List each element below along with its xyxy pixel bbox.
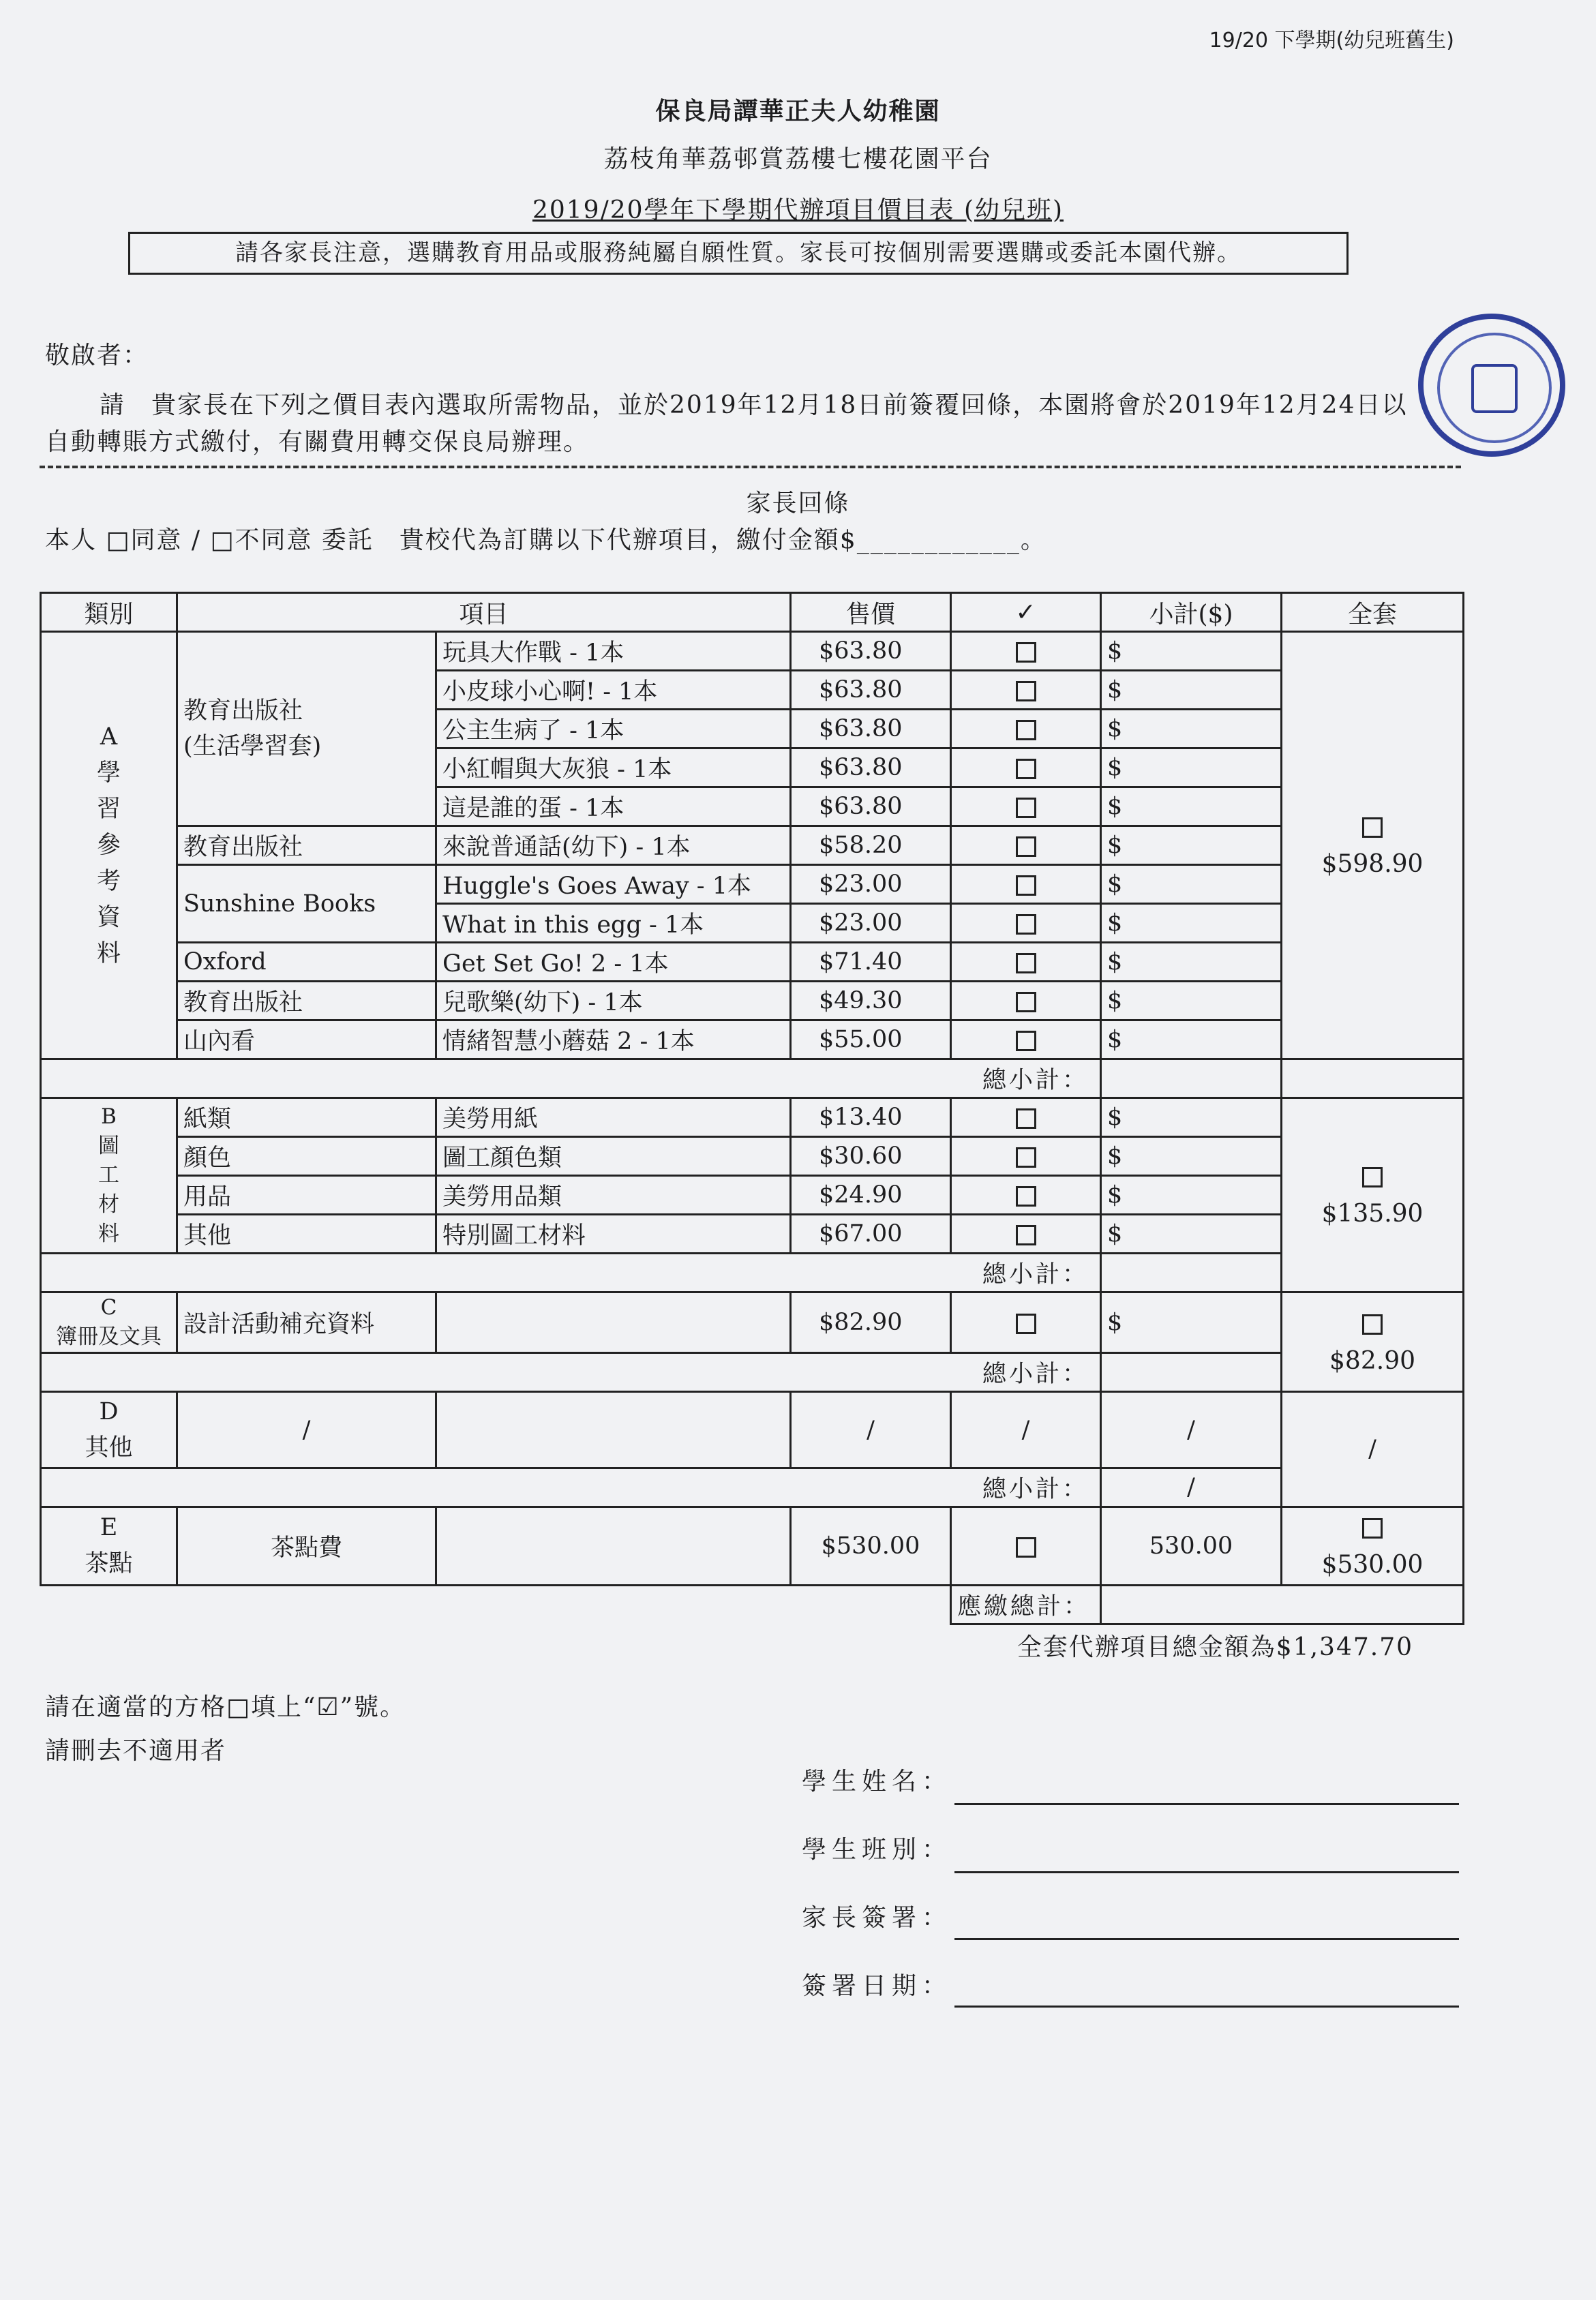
item-name: 玩具大作戰 - 1本: [436, 632, 791, 671]
full-set-a: [1282, 632, 1464, 1059]
full-set-checkbox-a[interactable]: [1362, 817, 1383, 838]
subtotal-label: 總小計：: [41, 1254, 1101, 1292]
table-row: [41, 1137, 1464, 1176]
item-name: What in this egg - 1本: [436, 904, 791, 943]
item-price: $71.40: [791, 943, 951, 982]
full-set-checkbox-b[interactable]: [1362, 1167, 1383, 1187]
full-set-c: [1282, 1292, 1464, 1392]
table-row: [41, 1215, 1464, 1254]
publisher: Oxford: [177, 943, 436, 982]
subtotal-row-b: [41, 1254, 1464, 1292]
checkbox-icon[interactable]: [1016, 798, 1036, 818]
item-checkbox[interactable]: [951, 1176, 1101, 1215]
blank-grand-total-space: [41, 1586, 951, 1624]
slash-cell: /: [951, 1392, 1101, 1468]
item-price: $63.80: [791, 787, 951, 826]
subtotal-row-c: [41, 1353, 1464, 1392]
stamp-emblem-icon: [1471, 364, 1518, 413]
letter-line-2: 自動轉賬方式繳付，有關費用轉交保良局辦理。: [45, 428, 590, 456]
item-checkbox[interactable]: [951, 1292, 1101, 1353]
full-set-c-price: $82.90: [1329, 1346, 1415, 1375]
price-table: [40, 592, 1464, 1625]
header-check: ✓: [951, 593, 1101, 632]
table-row: [41, 1292, 1464, 1353]
subtotal-label: 總小計：: [41, 1468, 1101, 1507]
checkbox-icon[interactable]: [1016, 914, 1036, 935]
item-name: 特別圖工材料: [436, 1215, 791, 1254]
table-row: [41, 632, 1464, 671]
item-name: 設計活動補充資料: [177, 1292, 436, 1353]
item-name: 小紅帽與大灰狼 - 1本: [436, 748, 791, 787]
item-subtotal[interactable]: $: [1101, 1215, 1282, 1254]
blank-full-set: [1282, 1059, 1464, 1098]
blank-item-cell: [436, 1392, 791, 1468]
publisher: 教育出版社: [177, 826, 436, 865]
table-row: [41, 826, 1464, 865]
full-set-b: [1282, 1098, 1464, 1292]
item-name: 情緒智慧小蘑菇 2 - 1本: [436, 1020, 791, 1059]
checkbox-icon[interactable]: [1016, 836, 1036, 857]
signature-date-label: 簽署日期：: [802, 1972, 952, 2000]
reply-title: 家長回條: [746, 489, 850, 517]
student-name-label: 學生姓名：: [802, 1768, 952, 1796]
salutation: 敬啟者：: [45, 342, 149, 369]
table-row: [41, 1392, 1464, 1468]
grand-total-value[interactable]: [1101, 1586, 1464, 1624]
item-subtotal[interactable]: $: [1101, 710, 1282, 748]
item-subtotal[interactable]: $: [1101, 1292, 1282, 1353]
table-row: [41, 1020, 1464, 1059]
item-checkbox[interactable]: [951, 865, 1101, 904]
parent-signature-field[interactable]: [954, 1938, 1459, 1940]
publisher: 山內看: [177, 1020, 436, 1059]
material-type: 其他: [177, 1215, 436, 1254]
checkbox-icon[interactable]: [1016, 1225, 1036, 1245]
item-checkbox[interactable]: [951, 1137, 1101, 1176]
item-checkbox[interactable]: [951, 710, 1101, 748]
item-subtotal[interactable]: $: [1101, 826, 1282, 865]
item-price: $63.80: [791, 632, 951, 671]
item-subtotal[interactable]: $: [1101, 982, 1282, 1020]
item-name: 小皮球小心啊! - 1本: [436, 671, 791, 710]
category-d-label: D 其他: [41, 1392, 177, 1468]
checkbox-icon[interactable]: [1016, 720, 1036, 740]
table-row: [41, 1507, 1464, 1586]
subtotal-value-a[interactable]: [1101, 1059, 1282, 1098]
item-name: 公主生病了 - 1本: [436, 710, 791, 748]
material-type: 顏色: [177, 1137, 436, 1176]
item-name: 美勞用紙: [436, 1098, 791, 1137]
top-note: 19/20 下學期(幼兒班舊生): [1209, 29, 1454, 52]
slash-cell: /: [791, 1392, 951, 1468]
item-price: $58.20: [791, 826, 951, 865]
item-subtotal[interactable]: $: [1101, 748, 1282, 787]
category-a-label: A 學 習 參 考 資 料: [41, 632, 177, 1059]
checkbox-icon[interactable]: [1016, 681, 1036, 701]
item-subtotal[interactable]: $: [1101, 865, 1282, 904]
item-name: Huggle's Goes Away - 1本: [436, 865, 791, 904]
total-summary: 全套代辦項目總金額為$1,347.70: [1017, 1633, 1413, 1661]
checkbox-icon[interactable]: [1016, 1314, 1036, 1334]
item-price: $55.00: [791, 1020, 951, 1059]
checkbox-icon[interactable]: [1016, 1031, 1036, 1051]
slash-cell: /: [1101, 1468, 1282, 1507]
category-b-label: B 圖 工 材 料: [41, 1098, 177, 1254]
subtotal-label: 總小計：: [41, 1353, 1101, 1392]
item-price: $13.40: [791, 1098, 951, 1137]
item-checkbox[interactable]: [951, 632, 1101, 671]
publisher: Sunshine Books: [177, 865, 436, 943]
reply-statement: 本人 □同意 / □不同意 委託 貴校代為訂購以下代辦項目，繳付金額$____________。: [45, 526, 1047, 554]
publisher-a-1: 教育出版社 (生活學習套): [177, 632, 436, 826]
item-price: $63.80: [791, 748, 951, 787]
checkbox-icon[interactable]: [1016, 1186, 1036, 1207]
subtotal-value-b[interactable]: [1101, 1254, 1282, 1292]
header-full-set: 全套: [1282, 593, 1464, 632]
student-class-label: 學生班別：: [802, 1836, 952, 1864]
full-set-e-price: $530.00: [1321, 1551, 1424, 1579]
slash-cell: /: [177, 1392, 436, 1468]
item-price: $82.90: [791, 1292, 951, 1353]
grand-total-label: 應繳總計：: [951, 1586, 1101, 1624]
item-checkbox[interactable]: [951, 943, 1101, 982]
item-price: $23.00: [791, 904, 951, 943]
school-address: 荔枝角華荔邨賞荔樓七樓花園平台: [603, 145, 993, 173]
subtotal-row-d: [41, 1468, 1464, 1507]
checkbox-icon[interactable]: [1016, 875, 1036, 896]
item-checkbox[interactable]: [951, 787, 1101, 826]
parent-signature-label: 家長簽署：: [802, 1904, 952, 1932]
category-c-label: C 簿冊及文具: [41, 1292, 177, 1353]
letter-line-1: 請 貴家長在下列之價目表內選取所需物品，並於2019年12月18日前簽覆回條，本園將會於2019年12月24日以: [100, 391, 1408, 419]
publisher: 教育出版社: [177, 982, 436, 1020]
material-type: 紙類: [177, 1098, 436, 1137]
grand-total-row: [41, 1586, 1464, 1624]
slash-cell: /: [1282, 1392, 1464, 1507]
table-row: [41, 982, 1464, 1020]
item-subtotal[interactable]: $: [1101, 1176, 1282, 1215]
item-price: $49.30: [791, 982, 951, 1020]
checkbox-icon[interactable]: [1016, 953, 1036, 973]
item-subtotal[interactable]: $: [1101, 904, 1282, 943]
instruction-check: 請在適當的方格□填上“☑”號。: [45, 1693, 406, 1721]
checkbox-icon[interactable]: [1016, 1147, 1036, 1168]
header-price: 售價: [791, 593, 951, 632]
item-price: $67.00: [791, 1215, 951, 1254]
blank-item-cell: [436, 1292, 791, 1353]
category-e-label: E 茶點: [41, 1507, 177, 1586]
item-checkbox[interactable]: [951, 1507, 1101, 1586]
item-name: 圖工顏色類: [436, 1137, 791, 1176]
full-set-a-price: $598.90: [1321, 850, 1424, 878]
item-name: 兒歌樂(幼下) - 1本: [436, 982, 791, 1020]
school-stamp: [1418, 314, 1565, 457]
item-checkbox[interactable]: [951, 1215, 1101, 1254]
item-price: $30.60: [791, 1137, 951, 1176]
item-checkbox[interactable]: [951, 904, 1101, 943]
blank-item-cell: [436, 1507, 791, 1586]
item-name: Get Set Go! 2 - 1本: [436, 943, 791, 982]
student-name-field[interactable]: [954, 1803, 1459, 1805]
item-subtotal[interactable]: 530.00: [1101, 1507, 1282, 1586]
item-subtotal[interactable]: $: [1101, 787, 1282, 826]
checkbox-icon[interactable]: [1016, 1537, 1036, 1558]
item-checkbox[interactable]: [951, 826, 1101, 865]
voluntary-notice: 請各家長注意，選購教育用品或服務純屬自願性質。家長可按個別需要選購或委託本園代辦。: [128, 232, 1349, 275]
full-set-checkbox-c[interactable]: [1362, 1314, 1383, 1335]
item-name: 來說普通話(幼下) - 1本: [436, 826, 791, 865]
item-checkbox[interactable]: [951, 671, 1101, 710]
item-subtotal[interactable]: $: [1101, 671, 1282, 710]
checkbox-icon[interactable]: [1016, 759, 1036, 779]
cut-line: [40, 466, 1461, 468]
instruction-delete: 請刪去不適用者: [45, 1737, 227, 1765]
subtotal-value-c[interactable]: [1101, 1353, 1282, 1392]
document-title: 2019/20學年下學期代辦項目價目表 (幼兒班): [532, 196, 1064, 224]
item-subtotal[interactable]: $: [1101, 632, 1282, 671]
header-subtotal: 小計($): [1101, 593, 1282, 632]
item-checkbox[interactable]: [951, 1098, 1101, 1137]
subtotal-row-a: [41, 1059, 1464, 1098]
item-checkbox[interactable]: [951, 982, 1101, 1020]
table-row: [41, 1176, 1464, 1215]
item-name: 美勞用品類: [436, 1176, 791, 1215]
header-category: 類別: [41, 593, 177, 632]
full-set-e: [1282, 1507, 1464, 1586]
full-set-b-price: $135.90: [1321, 1200, 1424, 1228]
school-name: 保良局譚華正夫人幼稚園: [655, 97, 941, 125]
item-subtotal[interactable]: $: [1101, 1137, 1282, 1176]
checkbox-icon[interactable]: [1016, 642, 1036, 663]
table-header-row: [41, 593, 1464, 632]
table-row: [41, 865, 1464, 904]
item-price: $23.00: [791, 865, 951, 904]
item-price: $24.90: [791, 1176, 951, 1215]
subtotal-label: 總小計：: [41, 1059, 1101, 1098]
item-subtotal[interactable]: $: [1101, 943, 1282, 982]
checkbox-icon[interactable]: [1016, 992, 1036, 1012]
item-checkbox[interactable]: [951, 748, 1101, 787]
item-price: $63.80: [791, 710, 951, 748]
student-class-field[interactable]: [954, 1871, 1459, 1873]
table-row: [41, 943, 1464, 982]
slash-cell: /: [1101, 1392, 1282, 1468]
item-price: $63.80: [791, 671, 951, 710]
item-subtotal[interactable]: $: [1101, 1020, 1282, 1059]
full-set-checkbox-e[interactable]: [1362, 1518, 1383, 1539]
signature-date-field[interactable]: [954, 2006, 1459, 2008]
item-name: 茶點費: [177, 1507, 436, 1586]
item-price: $530.00: [791, 1507, 951, 1586]
checkbox-icon[interactable]: [1016, 1108, 1036, 1129]
item-name: 這是誰的蛋 - 1本: [436, 787, 791, 826]
table-row: [41, 1098, 1464, 1137]
item-checkbox[interactable]: [951, 1020, 1101, 1059]
header-item: 項目: [177, 593, 791, 632]
material-type: 用品: [177, 1176, 436, 1215]
item-subtotal[interactable]: $: [1101, 1098, 1282, 1137]
